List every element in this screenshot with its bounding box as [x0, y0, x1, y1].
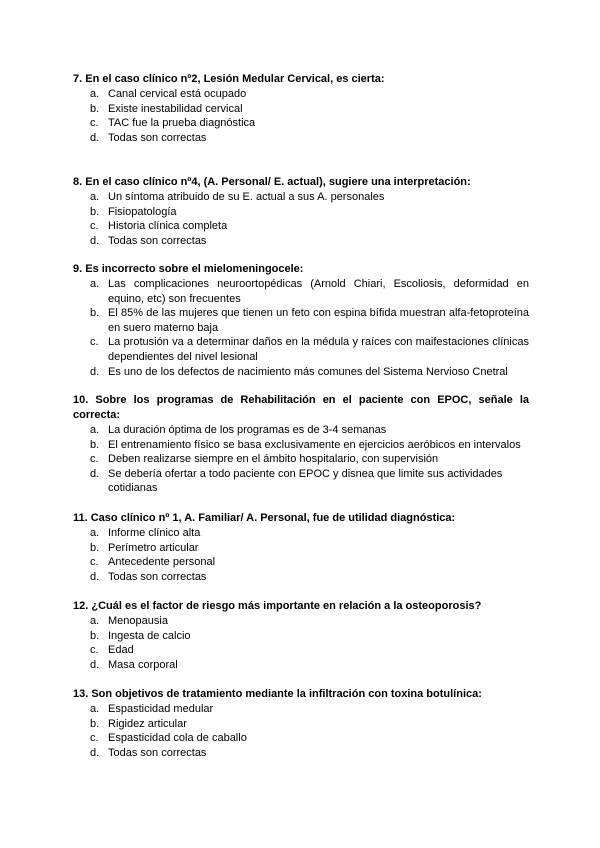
option-a [73, 277, 529, 306]
option-text: Espasticidad cola de caballo [108, 732, 247, 745]
option-text: Existe inestabilidad cervical [108, 102, 243, 115]
option-text: Edad [108, 644, 134, 657]
question-13 [73, 687, 529, 760]
option-d [73, 365, 529, 380]
option-list [73, 526, 529, 584]
option-letter: c. [90, 453, 99, 466]
option-c [73, 219, 529, 234]
option-d [73, 467, 529, 496]
option-letter: d. [90, 234, 100, 247]
question-title: 8. En el caso clínico nº4, (A. Personal/ E. actual), sugiere una interpretación: [73, 176, 471, 188]
option-text: La protusión va a determinar daños en la médula y raíces con maifestaciones clínicas dependientes del nivel lesional [108, 336, 529, 363]
option-text: Canal cervical está ocupado [108, 88, 247, 100]
option-c [73, 452, 529, 467]
option-text: Se debería ofertar a todo paciente con EPOC y disnea que limite sus actividades cotidianas [108, 467, 503, 495]
option-letter: b. [90, 307, 100, 320]
option-b [73, 541, 529, 556]
option-letter: c. [90, 336, 99, 349]
option-letter: d. [90, 131, 100, 144]
option-text: Perímetro articular [108, 541, 199, 554]
option-letter: a. [90, 527, 100, 539]
question-8 [73, 175, 529, 248]
option-b [73, 205, 529, 220]
option-d [73, 131, 529, 146]
option-c [73, 555, 529, 570]
option-text: Menopausia [108, 615, 168, 627]
option-d [73, 746, 529, 761]
option-text: Todas son correctas [108, 131, 207, 144]
option-text: Todas son correctas [108, 746, 207, 759]
option-letter: b. [90, 629, 100, 642]
option-letter: a. [90, 615, 100, 627]
option-text: Historia clínica completa [108, 220, 228, 233]
option-text: Fisiopatología [108, 205, 177, 218]
question-title: 13. Son objetivos de tratamiento mediante la infiltración con toxina botulínica: [73, 688, 482, 700]
option-letter: b. [90, 717, 100, 730]
question-9 [73, 262, 529, 379]
option-letter: b. [90, 541, 100, 554]
option-a [73, 526, 529, 541]
option-letter: b. [90, 205, 100, 218]
option-letter: a. [90, 191, 100, 203]
option-list [73, 87, 529, 145]
question-11 [73, 511, 529, 584]
option-d [73, 570, 529, 585]
option-letter: d. [90, 746, 100, 759]
option-letter: c. [90, 732, 99, 745]
question-title: 7. En el caso clínico nº2, Lesión Medular Cervical, es cierta: [73, 73, 385, 85]
option-letter: d. [90, 658, 100, 671]
option-letter: d. [90, 467, 100, 480]
option-letter: c. [90, 220, 99, 233]
option-text: Antecedente personal [108, 556, 216, 569]
option-letter: a. [90, 703, 100, 715]
option-text: Rigidez articular [108, 717, 187, 730]
question-7 [73, 72, 529, 145]
option-text: El entrenamiento físico se basa exclusivamente en ejercicios aeróbicos en intervalos [108, 438, 521, 451]
option-letter: c. [90, 556, 99, 569]
option-list [73, 702, 529, 760]
option-text: Informe clínico alta [108, 527, 201, 539]
option-list [73, 423, 529, 496]
option-b [73, 717, 529, 732]
option-text: Las complicaciones neuroortopédicas (Arnold Chiari, Escoliosis, deformidad en equino, etc) son frecuentes [108, 278, 529, 305]
question-title: 12. ¿Cuál es el factor de riesgo más importante en relación a la osteoporosis? [73, 600, 482, 612]
option-b [73, 102, 529, 117]
option-a [73, 614, 529, 629]
option-b [73, 438, 529, 453]
option-list [73, 614, 529, 672]
option-b [73, 629, 529, 644]
option-text: Es uno de los defectos de nacimiento más comunes del Sistema Nervioso Cnetral [108, 365, 508, 378]
option-b [73, 306, 529, 335]
option-list [73, 277, 529, 379]
option-text: El 85% de las mujeres que tienen un feto con espina bífida muestran alfa-fetoproteína en suero materno baja [108, 307, 529, 334]
option-letter: d. [90, 365, 100, 378]
question-title: 9. Es incorrecto sobre el mielomeningocele: [73, 263, 304, 275]
question-title: 11. Caso clínico nº 1, A. Familiar/ A. Personal, fue de utilidad diagnóstica: [73, 512, 456, 524]
option-letter: a. [90, 88, 100, 100]
question-12 [73, 599, 529, 672]
option-c [73, 643, 529, 658]
option-list [73, 190, 529, 248]
option-text: Espasticidad medular [108, 703, 214, 715]
option-d [73, 658, 529, 673]
option-text: TAC fue la prueba diagnóstica [108, 117, 256, 130]
option-text: Todas son correctas [108, 234, 207, 247]
option-a [73, 87, 529, 102]
option-letter: b. [90, 438, 100, 451]
question-10 [73, 393, 529, 496]
option-text: Masa corporal [108, 658, 178, 671]
option-text: La duración óptima de los programas es de 3-4 semanas [108, 424, 387, 436]
option-c [73, 335, 529, 364]
option-letter: d. [90, 570, 100, 583]
option-letter: c. [90, 117, 99, 130]
option-letter: c. [90, 644, 99, 657]
option-text: Un síntoma atribuido de su E. actual a sus A. personales [108, 191, 385, 203]
option-c [73, 731, 529, 746]
option-text: Ingesta de calcio [108, 629, 191, 642]
option-letter: a. [90, 424, 100, 436]
option-a [73, 702, 529, 717]
option-c [73, 116, 529, 131]
option-d [73, 234, 529, 249]
option-text: Deben realizarse siempre en el ámbito hospitalario, con supervisión [108, 453, 439, 466]
question-title: 10. Sobre los programas de Rehabilitación en el paciente con EPOC, señale la correcta: [73, 394, 529, 421]
option-letter: b. [90, 102, 100, 115]
option-text: Todas son correctas [108, 570, 207, 583]
option-letter: a. [90, 278, 100, 290]
option-a [73, 190, 529, 205]
option-a [73, 423, 529, 438]
